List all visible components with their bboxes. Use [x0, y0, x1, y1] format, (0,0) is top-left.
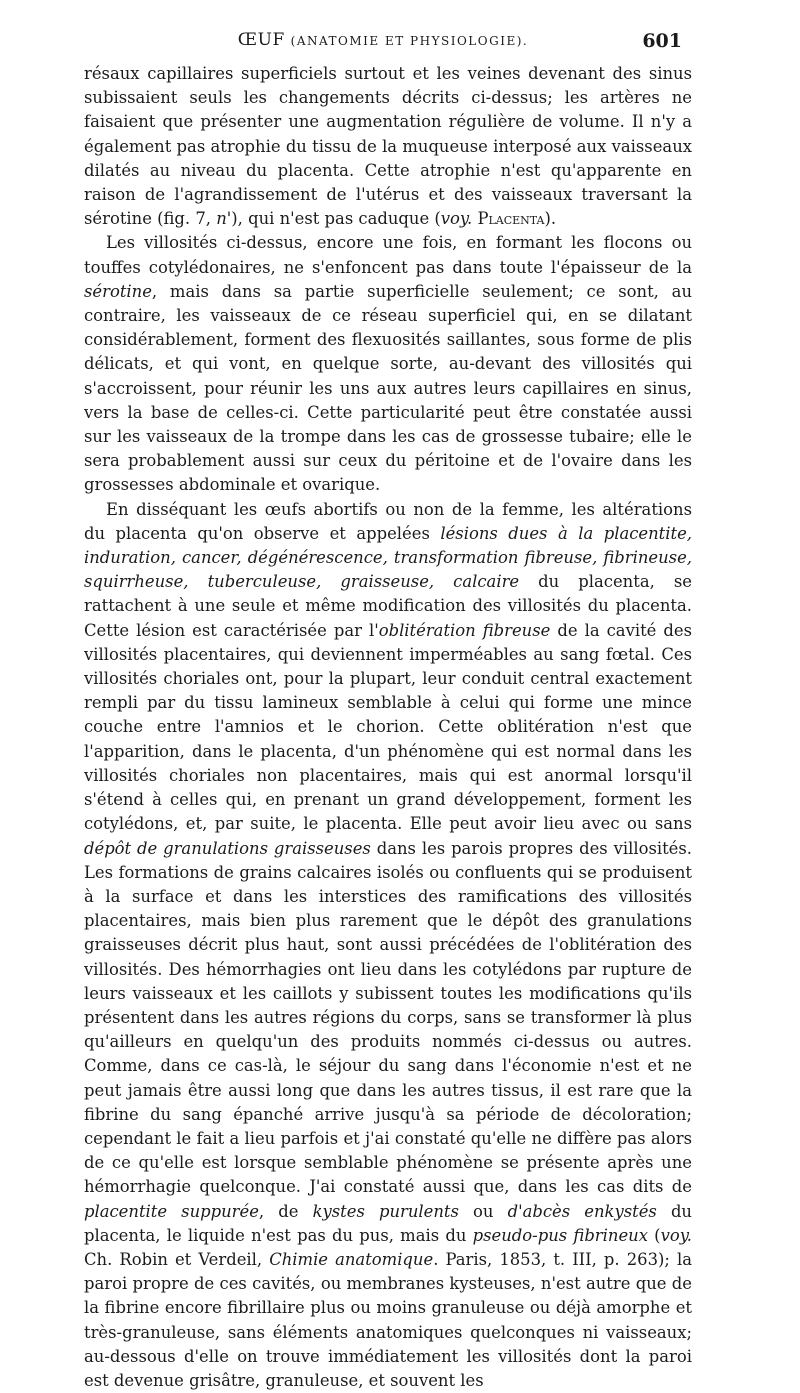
italic-run: d'abcès enkystés — [507, 1201, 657, 1221]
text-run: dans les parois propres des villosités. Les formations de grains calcaires isolés ou confluents qui se produisent à la surface et dans les interstices des ramifications des villosités placentaires, mais bien plus rarement que le dépôt des granulations graisseuses décrit plus haut, sont aussi précédées de l'oblitération des villosités. Des hémorrhagies ont lieu dans les cotylédons par rupture de leurs vaisseaux et les caillots y subissent toutes les modifications qu'ils présentent dans les autres régions du corps, sans se transformer là plus qu'ailleurs en quelqu'un des produits nommés ci-dessus ou autres. Comme, dans ce cas-là, le séjour du sang dans l'économie n'est et ne peut jamais être aussi long que dans les autres tissus, il est rare que la fibrine du sang épanché arrive jusqu'à sa période de décoloration; cependant le fait a lieu parfois et j'ai constaté qu'elle ne diffère pas alors de ce qu'elle est lorsque semblable phénomène se présente après une hémorrhagie quelconque. J'ai constaté aussi que, dans les cas dits de — [84, 838, 693, 1197]
text-run: Les villosités ci-dessus, encore une fois, en formant les flocons ou touffes cotylédonaires, ne s'enfoncent pas dans toute l'épaisseur de la — [84, 233, 692, 277]
text-run: ), qui n'est pas caduque ( — [231, 209, 441, 229]
italic-run: voy. — [440, 209, 473, 229]
text-run: du placenta, le liquide n'est pas du pus, mais du — [84, 1201, 692, 1245]
body-text — [84, 62, 692, 1393]
italic-run: kystes purulents — [312, 1201, 459, 1221]
text-run: ). — [544, 209, 557, 229]
text-run: . Paris, 1853, t. III, p. 263); la paroi propre de ces cavités, ou membranes kysteuses, n'est autre que de la fibrine encore fibrillaire plus ou moins granuleuse ou déjà amorphe et très-granuleuse, sans éléments anatomiques quelconques ni vaisseaux; au-dessous d'elle on trouve immédiatement les villosités dont la paroi est devenue grisâtre, granuleuse, et souvent les — [84, 1249, 693, 1390]
text-run: En disséquant les œufs abortifs ou non de la femme, les altérations du placenta qu'on observe et appelées — [84, 499, 692, 543]
running-head-subtitle: (ANATOMIE ET PHYSIOLOGIE). — [290, 34, 529, 48]
running-head — [86, 30, 680, 50]
italic-run: dépôt de granulations graisseuses — [84, 838, 371, 858]
italic-run: placentite suppurée — [84, 1201, 259, 1221]
text-run: ou — [458, 1201, 508, 1221]
italic-run: voy. — [660, 1225, 692, 1245]
small-caps-run: Placenta — [477, 209, 545, 229]
italic-run: pseudo-pus fibrineux — [472, 1225, 648, 1245]
text-run: Ch. Robin et Verdeil, — [84, 1249, 270, 1269]
text-run: de la cavité des villosités placentaires, qui deviennent imperméables au sang fœtal. Ces villosités choriales ont, pour la plupart, leur conduit central exactement rempli par du tissu lamineux semblable à celui qui forme une mince couche entre l'amnios et le chorion. Cette oblitération n'est que l'apparition, dans le placenta, d'un phénomène qui est normal dans les villosités choriales non placentaires, mais qui est anormal lorsqu'il s'étend à celles qui, en prenant un grand développement, forment les cotylédons, et, par suite, le placenta. Elle peut avoir lieu avec ou sans — [84, 620, 692, 834]
italic-run: lésions dues à la placentite, induration, cancer, dégénérescence, transformation fibreuse, fibrineuse, squirrheuse, tuberculeuse, graisseuse, calcaire — [84, 523, 692, 592]
text-run: , de — [258, 1201, 313, 1221]
paragraph — [84, 62, 692, 231]
paragraph — [84, 498, 692, 1393]
italic-run: Chimie anatomique — [269, 1249, 434, 1269]
text-run: résaux capillaires superficiels surtout et les veines devenant des sinus subissaient seuls les changements décrits ci-dessus; les artères ne faisaient que présenter une augmentation régulière de volume. Il n'y a également pas atrophie du tissu de la muqueuse interposé aux vaisseaux dilatés au niveau du placenta. Cette atrophie n'est qu'apparente en raison de l'agrandissement de l'utérus et des vaisseaux traversant la sérotine (fig. 7, — [84, 64, 692, 229]
page-number: 601 — [642, 30, 682, 52]
text-run: ( — [647, 1225, 661, 1245]
italic-run: oblitération fibreuse — [378, 620, 551, 640]
italic-run: n' — [216, 209, 232, 229]
running-head-title: ŒUF — [237, 30, 285, 50]
paragraph — [84, 231, 692, 497]
text-run: , mais dans sa partie superficielle seulement; ce sont, au contraire, les vaisseaux de ce réseau superficiel qui, en se dilatant considérablement, forment des flexuosités saillantes, sous forme de plis délicats, et qui vont, en quelque sorte, au-devant des villosités qui s'accroissent, pour réunir les uns aux autres leurs capillaires en sinus, vers la base de celles-ci. Cette particularité peut être constatée aussi sur les vaisseaux de la trompe dans les cas de grossesse tubaire; elle le sera probablement aussi sur ceux du péritoine et de l'ovaire dans les grossesses abdominale et ovarique. — [84, 281, 692, 495]
italic-run: sérotine — [84, 281, 152, 301]
text-run: du placenta, se rattachent à une seule et même modification des villosités du placenta. Cette lésion est caractérisée par l' — [84, 572, 692, 640]
